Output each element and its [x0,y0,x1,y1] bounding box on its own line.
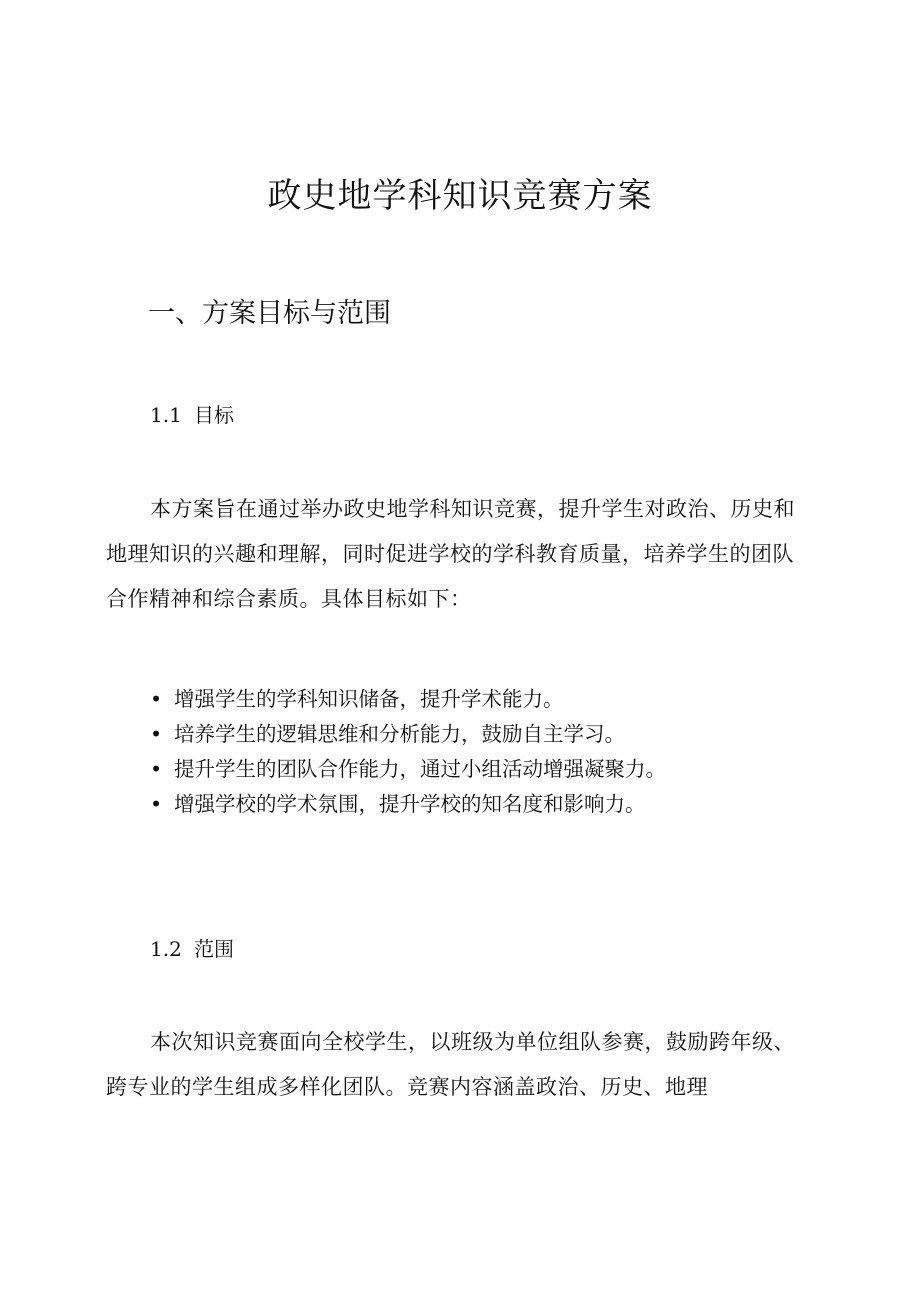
subsection-title: 范围 [194,937,234,961]
scope-paragraph: 本次知识竞赛面向全校学生，以班级为单位组队参赛，鼓励跨年级、跨专业的学生组成多样化团队。竞赛内容涵盖政治、历史、地理 [106,1030,795,1099]
goals-paragraph: 本方案旨在通过举办政史地学科知识竞赛，提升学生对政治、历史和地理知识的兴趣和理解，同时促进学校的学科教育质量，培养学生的团队合作精神和综合素质。具体目标如下： [106,497,795,611]
bullet-text: 提升学生的团队合作能力，通过小组活动增强凝聚力。 [174,757,666,781]
list-item [150,787,666,822]
subsection-heading-scope [150,934,234,964]
bullet-icon: • [150,792,163,816]
bullet-icon: • [150,722,163,746]
subsection-number: 1.1 [150,403,182,427]
list-item [150,717,666,752]
subsection-title: 目标 [194,403,234,427]
bullet-text: 培养学生的逻辑思维和分析能力，鼓励自主学习。 [174,722,625,746]
bullet-text: 增强学校的学术氛围，提升学校的知名度和影响力。 [174,792,646,816]
goals-bullet-list [150,682,666,822]
list-item [150,682,666,717]
subsection-number: 1.2 [150,937,182,961]
bullet-text: 增强学生的学科知识储备，提升学术能力。 [174,687,564,711]
bullet-icon: • [150,687,163,711]
bullet-icon: • [150,757,163,781]
document-title: 政史地学科知识竞赛方案 [267,176,653,216]
section-heading-scope: 一、方案目标与范围 [148,298,391,329]
list-item [150,752,666,787]
subsection-heading-goals [150,400,234,430]
